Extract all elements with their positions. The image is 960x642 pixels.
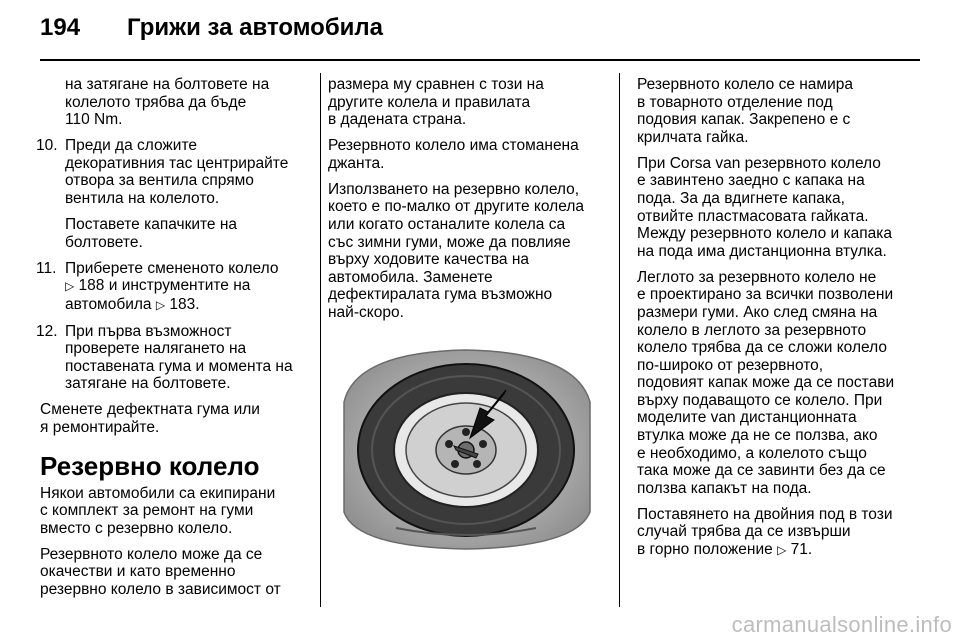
paragraph: Резервното колело се намира в товарното отделение под подовия капак. Закрепено е с крилчата гайка. bbox=[637, 76, 853, 146]
column-3 bbox=[637, 76, 905, 568]
watermark: carmanualsonline.info bbox=[731, 612, 952, 637]
header-divider bbox=[40, 59, 920, 61]
reference-arrow-icon: ▷ bbox=[65, 279, 75, 294]
paragraph: Резервното колело може да се окачестви и като временно резервно колело в зависимост от bbox=[40, 545, 281, 598]
step-12: 12. При първа възможност проверете налягането на поставената гума и момента на затягане на болтовете. bbox=[36, 322, 293, 393]
page-number: 194 bbox=[40, 14, 81, 41]
paragraph: При Corsa van резервното колело е завинтено заедно с капака на пода. За да вдигнете капака, отвийте пластмасовата гайката. Между резервното колело и капака на пода има дистанционна втулка. bbox=[637, 154, 892, 260]
page-reference-link[interactable]: 71 bbox=[790, 541, 808, 559]
paragraph: Леглото за резервното колело не е проектирано за всички позволени размери гуми. Ако след смяна на колело в леглото за резервното колело трябва да се сложи колело по-широко от резервното, подовият капак може да се постави върху подаващото се колело. При моделите van дистанционната втулка може да не се ползва, ако е необходимо, а колелото също така може да се завинти без да се ползва капакът на пода. bbox=[637, 268, 895, 497]
paragraph: Използването на резервно колело, което е по-малко от другите колела или когато останалите колела са със зимни гуми, може да повлияе върху ходовите качества на автомобила. Заменете дефектиралата гума възможно най-скоро. bbox=[328, 180, 584, 321]
step-number: 11. bbox=[36, 259, 57, 277]
column-1 bbox=[36, 76, 315, 607]
step-number: 12. bbox=[36, 322, 58, 340]
paragraph: Резервното колело има стоманена джанта. bbox=[328, 137, 579, 172]
section-heading: Резервно колело bbox=[40, 450, 260, 481]
page-reference-link[interactable]: 188 bbox=[78, 277, 105, 295]
paragraph: Някои автомобили са екипирани с комплект за ремонт на гуми вместо с резервно колело. bbox=[40, 484, 276, 537]
paragraph: размера му сравнен с този на другите колела и правилата в дадената страна. bbox=[328, 76, 544, 129]
page-title: Грижи за автомобила bbox=[127, 14, 384, 41]
spare-wheel-illustration bbox=[336, 342, 596, 552]
step-10: 10. Преди да сложите декоративния тас центрирайте отвора за вентила спрямо вентила на колелото. Поставете капачките на болтовете. bbox=[36, 137, 289, 251]
replace-tire-paragraph: Сменете дефектната гума или я ремонтирайте. bbox=[40, 401, 260, 437]
paragraph: Поставянето на двойния под в този случай трябва да се извърши в горно положение ▷ 71. bbox=[637, 505, 893, 559]
step-number: 10. bbox=[36, 137, 58, 155]
page-reference-link[interactable]: 183 bbox=[169, 295, 196, 313]
column-divider-1 bbox=[320, 73, 321, 607]
page-header bbox=[40, 14, 920, 48]
column-2 bbox=[328, 76, 607, 556]
reference-arrow-icon: ▷ bbox=[777, 543, 787, 558]
column-divider-2 bbox=[619, 73, 620, 607]
continued-step-text: на затягане на болтовете на колелото трябва да бъде 110 Nm. bbox=[65, 76, 270, 129]
reference-arrow-icon: ▷ bbox=[155, 297, 166, 312]
step-11: 11. Приберете смененото колело ▷ 188 и инструментите на автомобила ▷ 183. bbox=[36, 259, 279, 313]
